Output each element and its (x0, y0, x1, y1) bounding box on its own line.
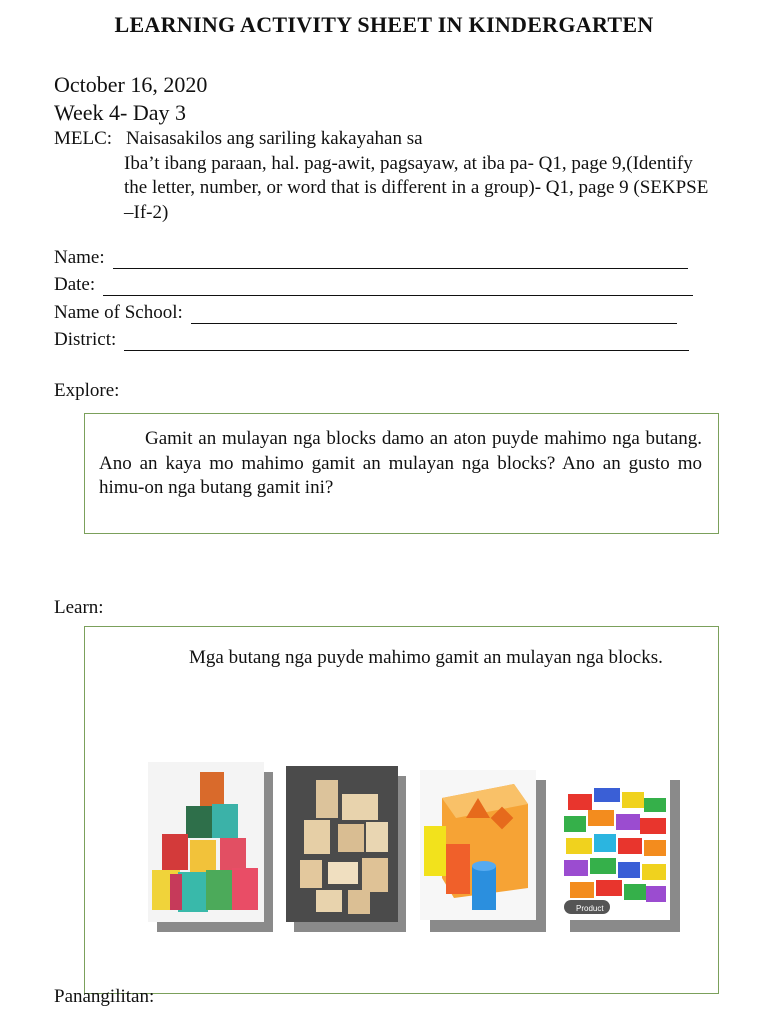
school-blank-line[interactable] (191, 305, 677, 324)
worksheet-date: October 16, 2020 (54, 72, 208, 97)
learn-label: Learn: (54, 597, 104, 618)
learn-text: Mga butang nga puyde mahimo gamit an mulayan nga blocks. (189, 647, 663, 668)
panangilitan-label: Panangilitan: (54, 986, 155, 1007)
district-blank-line[interactable] (124, 332, 689, 351)
name-label: Name: (54, 247, 105, 268)
district-label: District: (54, 329, 117, 350)
name-field (54, 245, 688, 269)
photo-badge-label: Product (576, 904, 604, 913)
explore-box (84, 413, 719, 534)
school-label: Name of School: (54, 302, 183, 323)
plastic-building-bricks-photo (560, 780, 670, 920)
plain-wooden-blocks-photo (286, 766, 398, 922)
melc-line-1: Naisasakilos ang sariling kakayahan sa (126, 128, 423, 149)
school-field (54, 300, 677, 324)
date-blank-line[interactable] (103, 277, 693, 296)
explore-label: Explore: (54, 380, 120, 401)
melc-continuation: Iba’t ibang paraan, hal. pag-awit, pagsayaw, at iba pa- Q1, page 9,(Identify the letter, number, or word that is different in a group)- Q1, page 9 (SEKPSE –If-2) (124, 152, 709, 223)
date-field (54, 272, 693, 296)
name-blank-line[interactable] (113, 250, 688, 269)
melc-label: MELC: (54, 128, 113, 149)
explore-text: Gamit an mulayan nga blocks damo an aton puyde mahimo nga butang. Ano an kaya mo mahimo gamit an mulayan nga blocks? Ano an gusto mo himu-on nga butang gamit ini? (99, 428, 702, 498)
district-field (54, 327, 689, 351)
date-label: Date: (54, 274, 96, 295)
colorful-wooden-blocks-photo (148, 762, 264, 922)
worksheet-week: Week 4- Day 3 (54, 100, 187, 125)
worksheet-title: LEARNING ACTIVITY SHEET IN KINDERGARTEN (114, 12, 654, 37)
shape-sorter-toy-photo (420, 770, 536, 920)
